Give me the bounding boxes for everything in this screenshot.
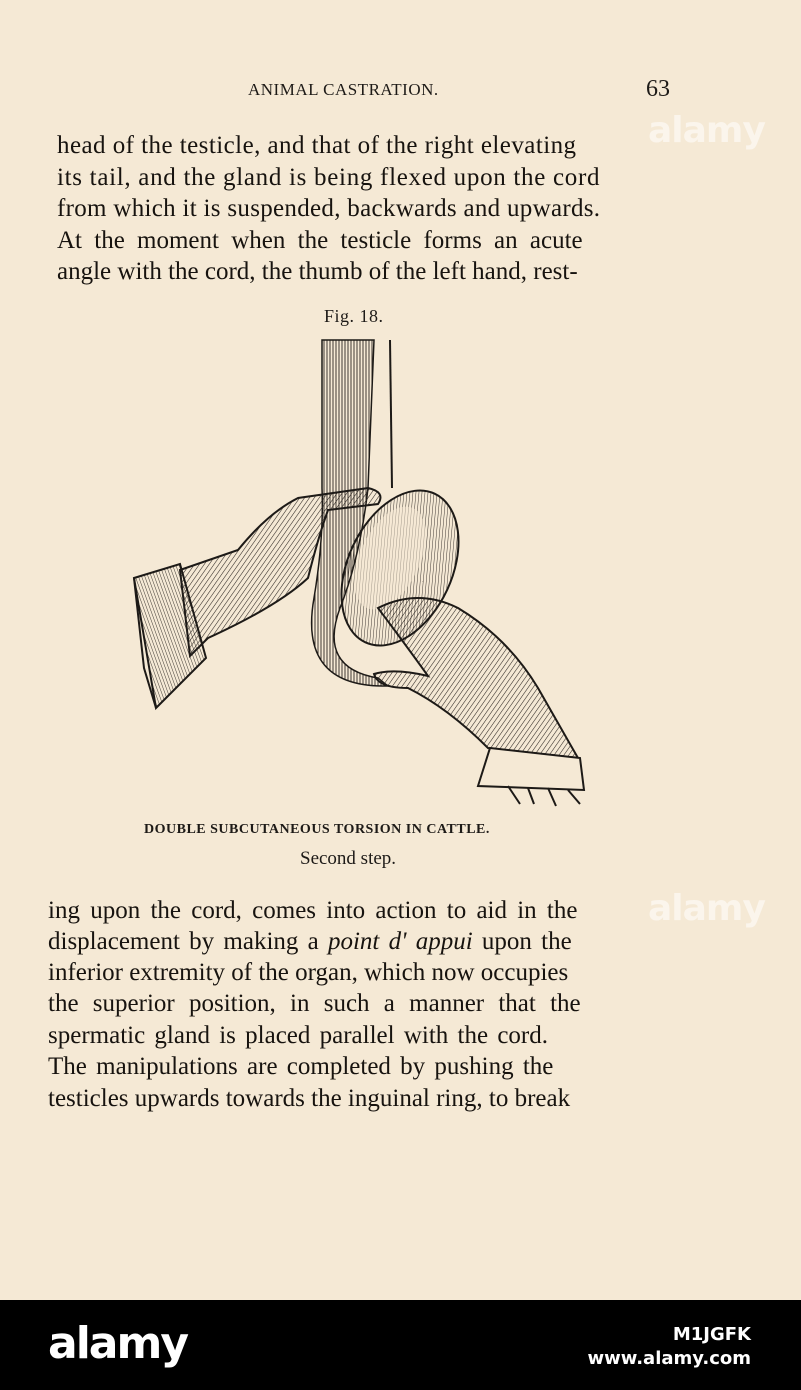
text-line-with-italic	[48, 928, 572, 956]
figure-subcaption: Second step.	[300, 848, 397, 869]
figure-label: Fig. 18.	[324, 306, 384, 326]
text-line: the superior position, in such a manner that the	[48, 990, 581, 1017]
hand-torsion-engraving	[128, 338, 593, 808]
italic-phrase: point d' appui	[327, 928, 473, 955]
text-line: spermatic gland is placed parallel with the cord.	[48, 1022, 548, 1049]
text-run: displacement by making a	[48, 928, 328, 955]
text-line: angle with the cord, the thumb of the left hand, rest-	[57, 258, 578, 285]
running-head: ANIMAL CASTRATION.	[248, 80, 439, 99]
watermark-logo: alamy	[648, 888, 765, 929]
text-line: The manipulations are completed by pushing the	[48, 1053, 554, 1080]
image-id: M1JGFK	[672, 1324, 751, 1345]
text-line: head of the testicle, and that of the right elevating	[57, 132, 577, 159]
watermark-logo: alamy	[648, 110, 765, 151]
alamy-logo: alamy	[48, 1318, 187, 1369]
page-number: 63	[646, 76, 670, 102]
text-line: its tail, and the gland is being flexed upon the cord	[57, 164, 601, 191]
text-line: testicles upwards towards the inguinal ring, to break	[48, 1085, 571, 1112]
figure-caption: DOUBLE SUBCUTANEOUS TORSION IN CATTLE.	[144, 822, 490, 837]
page-header	[0, 76, 801, 106]
text-line: from which it is suspended, backwards and upwards.	[57, 195, 601, 222]
site-url: www.alamy.com	[587, 1348, 751, 1369]
text-run: upon the	[472, 928, 572, 955]
text-line: At the moment when the testicle forms an acute	[57, 227, 583, 254]
text-line: ing upon the cord, comes into action to aid in the	[48, 897, 578, 924]
text-line: inferior extremity of the organ, which now occupies	[48, 959, 569, 986]
